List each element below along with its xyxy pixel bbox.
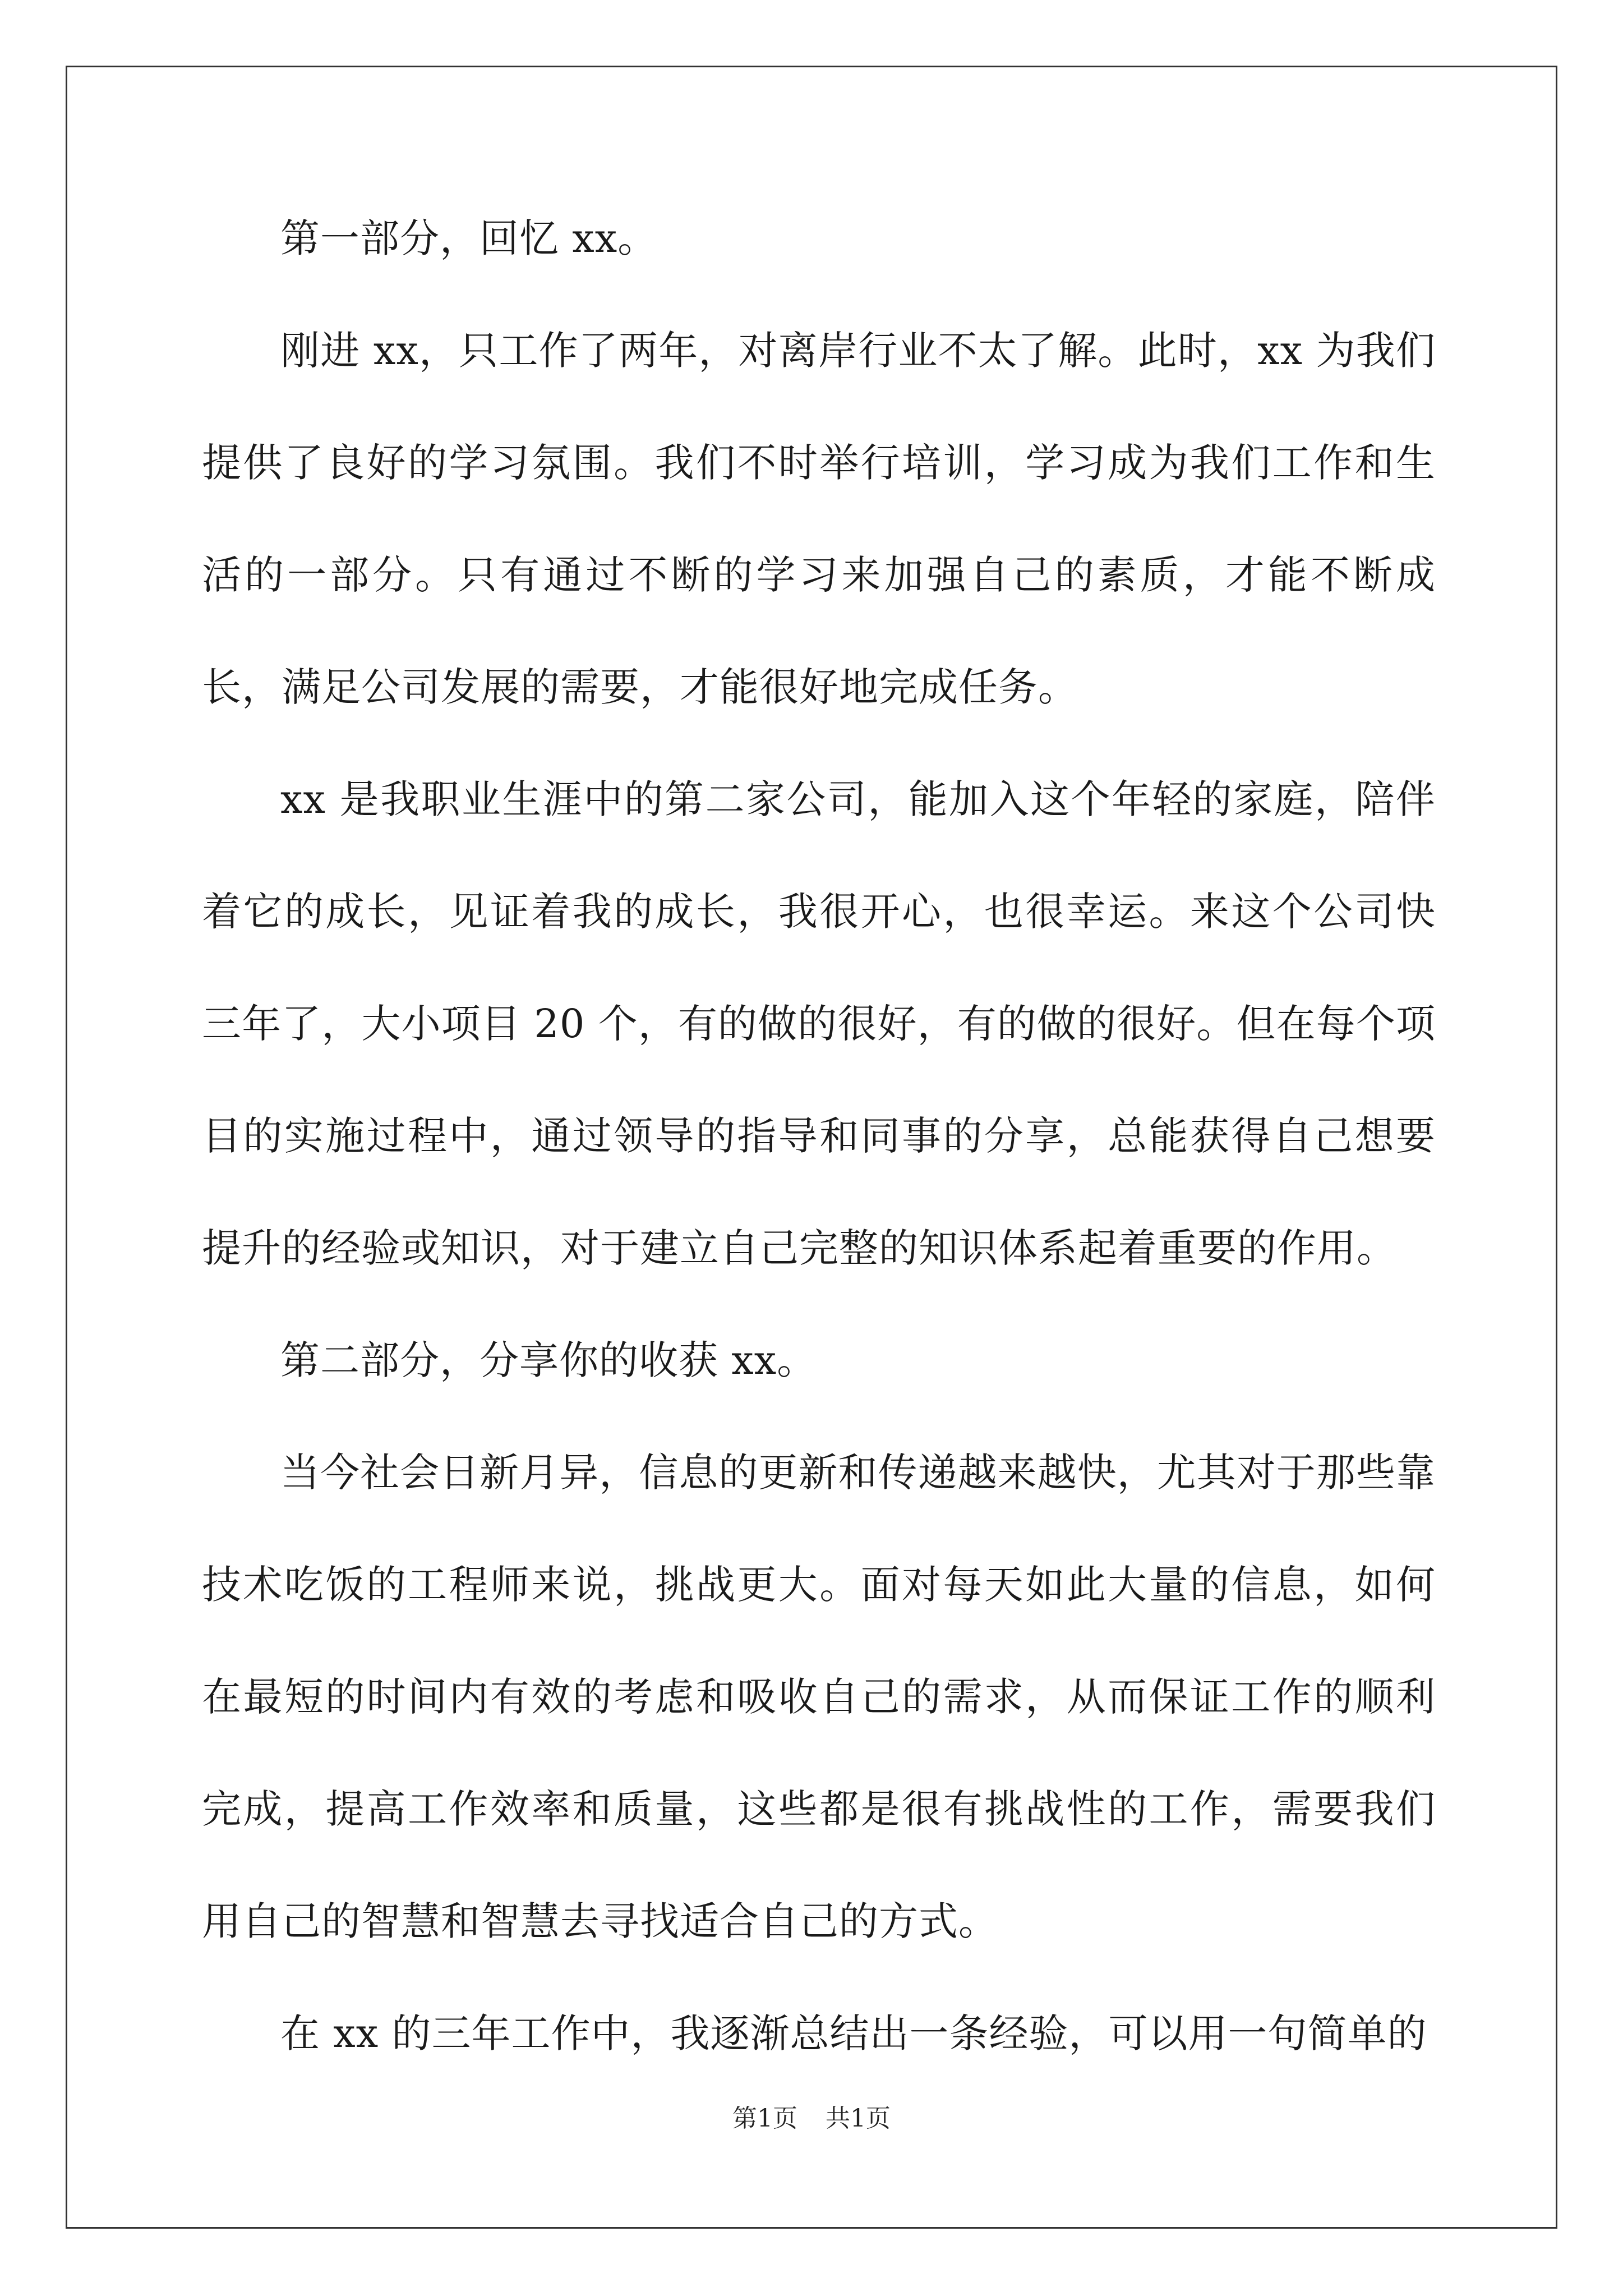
document-body xyxy=(202,182,1436,2090)
paragraph: xx 是我职业生涯中的第二家公司，能加入这个年轻的家庭，陪伴着它的成长，见证着我的成长，我很开心，也很幸运。来这个公司快三年了，大小项目 20 个，有的做的很好，有的做的很好。但在每个项目的实施过程中，通过领导的指导和同事的分享，总能获得自己想要提升的经验或知识，对于建立自己完整的知识体系起着重要的作用。 xyxy=(202,776,1436,1271)
paragraph: 第二部分，分享你的收获 xx。 xyxy=(280,1337,817,1383)
paragraph: 第一部分，回忆 xx。 xyxy=(280,215,658,261)
page-number: 第1页 xyxy=(732,2104,797,2133)
paragraph: 当今社会日新月异，信息的更新和传递越来越快，尤其对于那些靠技术吃饭的工程师来说，挑战更大。面对每天如此大量的信息，如何在最短的时间内有效的考虑和吸收自己的需求，从而保证工作的顺利完成，提高工作效率和质量，这些都是很有挑战性的工作，需要我们用自己的智慧和智慧去寻找适合自己的方式。 xyxy=(202,1450,1436,1944)
page-footer xyxy=(0,2098,1623,2134)
paragraph: 在 xx 的三年工作中，我逐渐总结出一条经验，可以用一句简单的 xyxy=(280,2010,1427,2056)
paragraph: 刚进 xx，只工作了两年，对离岸行业不太了解。此时，xx 为我们提供了良好的学习氛围。我们不时举行培训，学习成为我们工作和生活的一部分。只有通过不断的学习来加强自己的素质，才能不断成长，满足公司发展的需要，才能很好地完成任务。 xyxy=(202,328,1436,710)
page-total: 共1页 xyxy=(826,2104,891,2133)
